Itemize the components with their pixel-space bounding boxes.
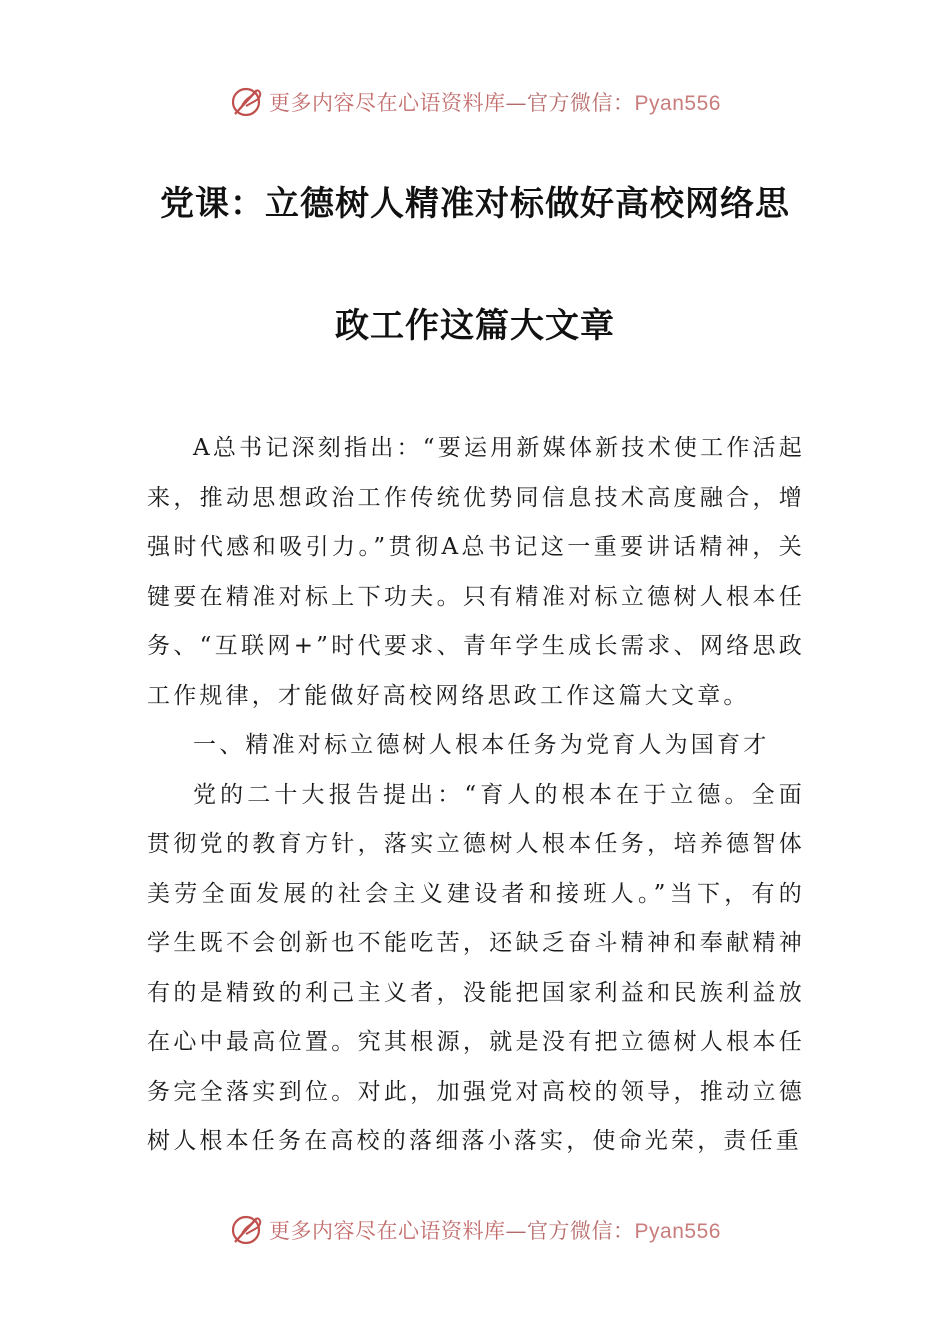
document-title-line-2: 政工作这篇大文章 <box>335 306 615 346</box>
header-watermark-banner <box>0 82 950 122</box>
footer-watermark-banner <box>0 1210 950 1250</box>
banner-wechat-label: 官方微信： <box>527 1219 635 1243</box>
banner-wechat-id: Pyan556 <box>634 1220 721 1243</box>
banner-main-text: 更多内容尽在心语资料库 <box>269 91 506 115</box>
body-paragraph: A总书记深刻指出：“要运用新媒体新技术使工作活起来，推动思想政治工作传统优势同信息技术高度融合，增强时代感和吸引力。”贯彻A总书记这一重要讲话精神，关键要在精准对标上下功夫。只有精准对标立德树人根本任务、“互联网+”时代要求、青年学生成长需求、网络思政工作规律，才能做好高校网络思政工作这篇大文章。 <box>147 435 805 709</box>
document-title-line-1: 党课：立德树人精准对标做好高校网络思 <box>160 184 790 224</box>
quill-logo-icon <box>229 1212 265 1248</box>
banner-text <box>269 1215 721 1245</box>
banner-main-text: 更多内容尽在心语资料库 <box>269 1219 506 1243</box>
banner-wechat-id: Pyan556 <box>634 92 721 115</box>
banner-dash: — <box>505 1219 528 1243</box>
body-paragraph: 党的二十大报告提出：“育人的根本在于立德。全面贯彻党的教育方针，落实立德树人根本任务，培养德智体美劳全面发展的社会主义建设者和接班人。”当下，有的学生既不会创新也不能吃苦，还缺乏奋斗精神和奉献精神有的是精致的利己主义者，没能把国家利益和民族利益放在心中最高位置。究其根源，就是没有把立德树人根本任务完全落实到位。对此，加强党对高校的领导，推动立德树人根本任务在高校的落细落小落实，使命光荣，责任重 <box>147 781 805 1154</box>
banner-wechat-label: 官方微信： <box>527 91 635 115</box>
banner-dash: — <box>505 91 528 115</box>
document-body <box>147 424 805 1167</box>
section-heading: 一、精准对标立德树人根本任务为党育人为国育才 <box>193 732 770 758</box>
banner-text <box>269 87 721 117</box>
quill-logo-icon <box>229 84 265 120</box>
